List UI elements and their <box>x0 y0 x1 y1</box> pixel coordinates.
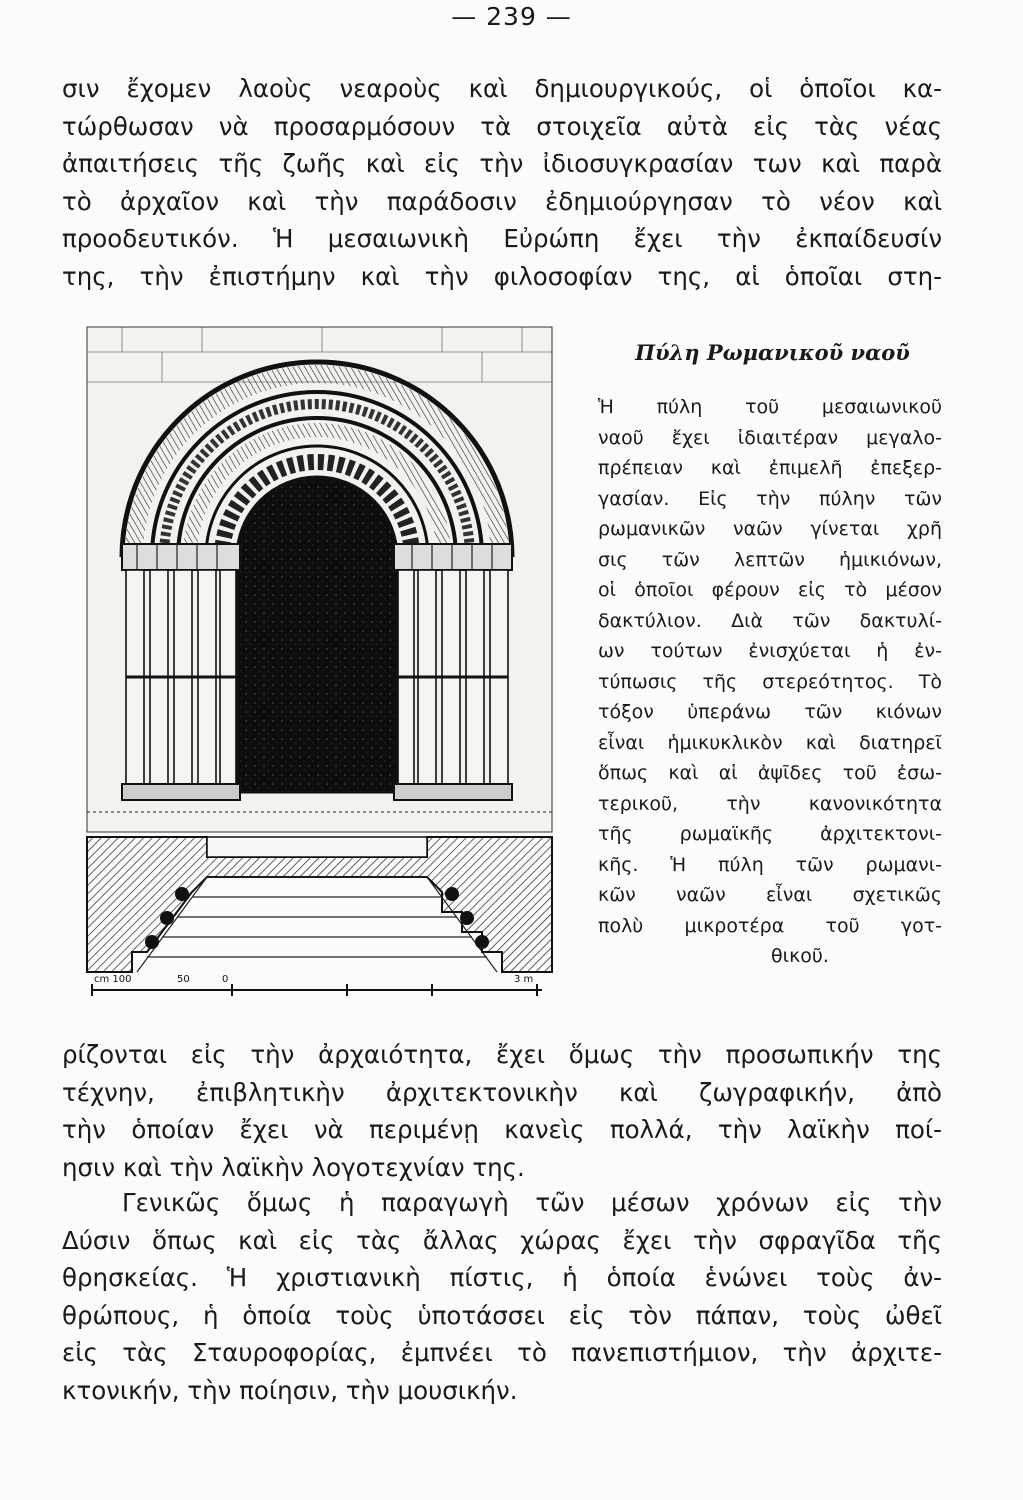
text-line: τύπωσις τῆς στερεότητος. Τὸ <box>598 670 942 693</box>
text-line: τόξον ὑπεράνω τῶν κιόνων <box>598 701 942 723</box>
text-line: Ἡ πύλη τοῦ μεσαιωνικοῦ <box>598 396 942 418</box>
text-line: Γενικῶς ὅμως ἡ παραγωγὴ τῶν μέσων χρόνων εἰς τὴν <box>122 1188 942 1217</box>
text-line: κῶν ναῶν εἶναι σχετικῶς <box>598 884 942 906</box>
text-line: τὴν ὁποίαν ἔχει νὰ περιμένῃ κανεὶς πολλά, τὴν λαϊκὴν ποί- <box>62 1115 942 1145</box>
page-number: — 239 — <box>451 2 572 31</box>
text-line: δακτύλιον. Διὰ τῶν δακτυλί- <box>598 609 942 632</box>
figure-caption: Πύλη Ρωμανικοῦ ναοῦ <box>635 340 910 365</box>
text-line: σις τῶν λεπτῶν ἡμικιόνων, <box>598 548 942 571</box>
text-line: ναοῦ ἔχει ἰδιαιτέραν μεγαλο- <box>598 426 942 449</box>
scale-label: 50 <box>177 974 190 985</box>
text-line: ησιν καὶ τὴν λαϊκὴν λογοτεχνίαν της. <box>62 1152 525 1182</box>
text-line: ρωμανικῶν ναῶν γίνεται χρῆ <box>598 518 942 540</box>
text-line: πολὺ μικροτέρα τοῦ γοτ- <box>598 914 942 937</box>
text-line: τῆς ρωμαϊκῆς ἀρχιτεκτονι- <box>598 823 942 845</box>
paragraph-top <box>62 70 942 296</box>
text-line: τερικοῦ, τὴν κανονικότητα <box>598 792 942 815</box>
portal-drawing <box>82 322 557 1002</box>
text-line: εἰς τὰς Σταυροφορίας, ἐμπνέει τὸ πανεπιστήμιον, τὴν ἀρχιτε- <box>62 1338 942 1368</box>
romanesque-portal-illustration <box>82 322 557 1002</box>
text-line: θικοῦ. <box>771 945 829 967</box>
text-line: πρέπειαν καὶ ἐπιμελῆ ἐπεξερ- <box>598 457 942 479</box>
paragraph-bottom <box>62 1184 942 1410</box>
text-line: κῆς. Ἡ πύλη τῶν ρωμανι- <box>598 853 942 876</box>
text-line: κτονικήν, τὴν ποίησιν, τὴν μουσικήν. <box>62 1375 518 1405</box>
text-line: ων τούτων ἐνισχύεται ἡ ἐν- <box>598 640 942 662</box>
text-line: ρίζονται εἰς τὴν ἀρχαιότητα, ἔχει ὅμως τὴν προσωπικήν της <box>62 1040 942 1069</box>
text-line: τώρθωσαν νὰ προσαρμόσουν τὰ στοιχεῖα αὐτὰ εἰς τὰς νέας <box>62 111 942 141</box>
text-line: προοδευτικόν. Ἡ μεσαιωνικὴ Εὐρώπη ἔχει τὴν ἐκπαίδευσίν <box>62 224 942 254</box>
text-line: σιν ἔχομεν λαοὺς νεαροὺς καὶ δημιουργικούς, οἱ ὁποῖοι κα- <box>62 74 942 103</box>
scale-label: 3 m <box>514 974 534 985</box>
text-line: εἶναι ἡμικυκλικὸν καὶ διατηρεῖ <box>598 731 942 754</box>
text-line: γασίαν. Εἰς τὴν πύλην τῶν <box>598 487 942 510</box>
figure-description <box>598 392 942 972</box>
text-line: ὅπως καὶ αἱ ἀψῖδες τοῦ ἐσω- <box>598 762 942 784</box>
text-line: Δύσιν ὅπως καὶ εἰς τὰς ἄλλας χώρας ἔχει τὴν σφραγῖδα τῆς <box>62 1225 942 1255</box>
text-line: τέχνην, ἐπιβλητικὴν ἀρχιτεκτονικὴν καὶ ζωγραφικήν, ἀπὸ <box>62 1077 942 1107</box>
text-line: της, τὴν ἐπιστήμην καὶ τὴν φιλοσοφίαν της, αἱ ὁποῖαι στη- <box>62 261 942 291</box>
text-line: θρησκείας. Ἡ χριστιανικὴ πίστις, ἡ ὁποία ἑνώνει τοὺς ἀν- <box>62 1263 942 1293</box>
text-line: θρώπους, ἡ ὁποία τοὺς ὑποτάσσει εἰς τὸν πάπαν, τοὺς ὠθεῖ <box>62 1300 942 1330</box>
scale-label: 0 <box>222 974 229 985</box>
paragraph-middle <box>62 1036 942 1186</box>
text-line: τὸ ἀρχαῖον καὶ τὴν παράδοσιν ἐδημιούργησαν τὸ νέον καὶ <box>62 186 942 216</box>
scale-label: cm 100 <box>94 974 132 985</box>
text-line: ἀπαιτήσεις τῆς ζωῆς καὶ εἰς τὴν ἰδιοσυγκρασίαν των καὶ παρὰ <box>62 149 942 179</box>
text-line: οἱ ὁποῖοι φέρουν εἰς τὸ μέσον <box>598 579 942 601</box>
